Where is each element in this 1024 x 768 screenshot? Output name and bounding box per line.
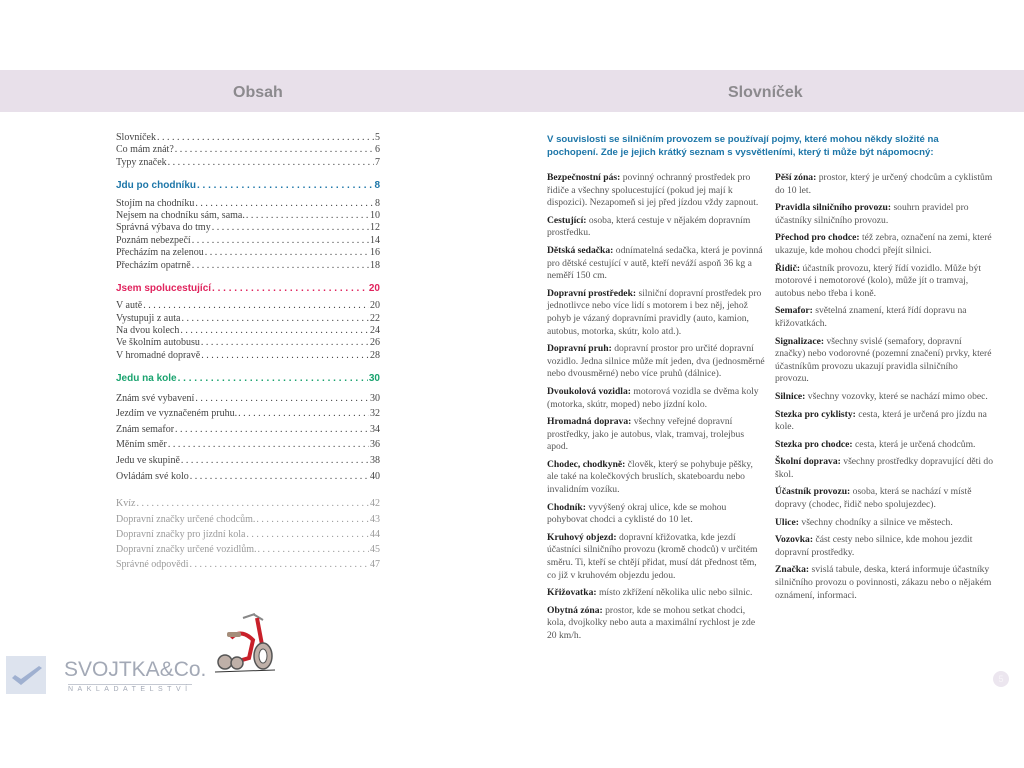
toc-section-page: 20: [368, 282, 380, 294]
toc-entry-page: 32: [370, 408, 380, 420]
toc-entry-page: 40: [370, 470, 380, 482]
toc-section-title: Jdu po chodníku: [116, 180, 196, 192]
toc-entry-page: 43: [370, 513, 380, 525]
toc-entry-page: 30: [370, 392, 380, 404]
glossary-entry: [775, 172, 993, 197]
toc-entry-label: Vystupuji z auta: [116, 312, 181, 324]
toc-entry: [116, 422, 380, 438]
toc-entry-page: 34: [370, 423, 380, 435]
toc-entry-label: Správná výbava do tmy: [116, 222, 211, 234]
glossary-term: Ulice:: [775, 516, 799, 528]
glossary-term: Účastník provozu:: [775, 486, 851, 498]
dot-leader: [258, 542, 369, 557]
glossary-definition: všechny prostředky dopravující děti do škol.: [775, 456, 993, 480]
glossary-definition: dopravní křižovatka, kde jezdí účastníci silničního provozu (kromě chodců) v určitém směru. Ti, kteří se chtějí přidat, musí dát přednost těm, co již v kruhovém objezdu jedou.: [547, 531, 758, 581]
glossary-entry: [547, 459, 765, 497]
toc-entry-page: 12: [370, 222, 380, 234]
glossary-term: Dopravní prostředek:: [547, 287, 637, 299]
dot-leader: [168, 437, 369, 453]
dot-leader: [180, 325, 369, 337]
toc-entry-page: 20: [370, 300, 380, 312]
dot-leader: [238, 406, 369, 422]
dot-leader: [212, 222, 369, 234]
glossary-definition: vyvýšený okraj ulice, kde se mohou pohybovat chodci a cyklisté do 10 let.: [547, 501, 727, 526]
page-title-contents: Obsah: [233, 84, 283, 101]
glossary-entry: [775, 486, 993, 511]
toc-entry: [116, 198, 380, 210]
toc-entry-page: 10: [370, 209, 380, 221]
glossary-definition: všechny veřejné dopravní prostředky, jako je autobus, vlak, tramvaj, trolejbus apod.: [547, 416, 745, 453]
toc-entry: [116, 469, 380, 485]
toc-entry-label: V autě: [116, 300, 143, 312]
toc-entry-page: 28: [370, 349, 380, 361]
glossary-term: Vozovka:: [775, 534, 814, 546]
dot-leader: [181, 313, 369, 325]
toc-section-title: Jsem spolucestující: [116, 282, 212, 294]
glossary-column-right: [775, 172, 993, 607]
toc-entry-label: Typy značek: [116, 156, 167, 168]
toc-entry-page: 26: [370, 337, 380, 349]
toc-entry-label: Správné odpovědi: [116, 559, 189, 571]
dot-leader: [212, 283, 368, 295]
glossary-definition: člověk, který se pohybuje pěšky, ale také na kolečkových bruslích, skateboardu nebo invalidním vozíku.: [547, 458, 753, 496]
dot-leader: [256, 512, 369, 527]
glossary-term: Hromadná doprava:: [547, 416, 632, 428]
glossary-entry: [547, 172, 765, 210]
toc-entry: [116, 132, 380, 144]
glossary-term: Cestující:: [547, 214, 587, 226]
glossary-definition: účastník provozu, který řídí vozidlo. Může být motorové i nemotorové (kolo), může jít o tramvaj, autobus nebo třeba i koně.: [775, 262, 981, 299]
glossary-term: Dětská sedačka:: [547, 244, 614, 256]
dot-leader: [246, 527, 369, 542]
toc-entry-label: Jezdím ve vyznačeném pruhu.: [116, 408, 238, 420]
toc-entry: [116, 542, 380, 557]
glossary-term: Kruhový objezd:: [547, 531, 617, 543]
glossary-term: Značka:: [775, 564, 810, 576]
glossary-entry: [775, 456, 993, 481]
toc-entry-label: Nejsem na chodníku sám, sama.: [116, 209, 245, 221]
toc-section-page: 30: [368, 373, 380, 385]
glossary-term: Přechod pro chodce:: [775, 232, 860, 244]
toc-entry-page: 42: [370, 498, 380, 510]
toc-entry-page: 5: [375, 132, 380, 143]
glossary-definition: též zebra, označení na zemi, které ukazuje, kde mohou chodci přejít silnici.: [775, 232, 992, 256]
dot-leader: [190, 469, 369, 485]
toc-entry-label: Jedu ve skupině: [116, 455, 180, 467]
glossary-definition: světelná znamení, která řídí dopravu na křižovatkách.: [775, 305, 967, 329]
dot-leader: [205, 247, 369, 259]
glossary-entry: [775, 439, 993, 452]
dot-leader: [195, 391, 369, 407]
toc-section-items: [116, 300, 380, 362]
toc-entry-label: V hromadné dopravě: [116, 349, 201, 361]
table-of-contents: [116, 132, 380, 573]
toc-entry-page: 16: [370, 247, 380, 259]
glossary-definition: místo zkřížení několika ulic nebo silnic.: [598, 587, 753, 599]
toc-entry-label: Stojím na chodníku: [116, 197, 195, 209]
toc-entry-label: Dopravní značky určené chodcům.: [116, 513, 256, 525]
toc-entry-label: Kvíz: [116, 498, 136, 510]
glossary-term: Semafor:: [775, 305, 813, 317]
page-title-glossary: Slovníček: [728, 84, 803, 101]
glossary-term: Signalizace:: [775, 335, 825, 347]
toc-entry-page: 44: [370, 528, 380, 540]
toc-entry-label: Na dvou kolech: [116, 325, 180, 337]
glossary-entry: [775, 534, 993, 559]
glossary-entry: [775, 336, 993, 386]
glossary-definition: část cesty nebo silnice, kde mohou jezdit dopravní prostředky.: [775, 534, 973, 558]
glossary-term: Stezka pro cyklisty:: [775, 408, 856, 420]
toc-entry-page: 24: [370, 325, 380, 337]
glossary-definition: osoba, která cestuje v nějakém dopravním prostředku.: [547, 214, 751, 239]
glossary-entry: [547, 288, 765, 338]
glossary-term: Chodník:: [547, 501, 586, 513]
glossary-definition: osoba, která se nachází v místě dopravy (chodec, řidič nebo spolujezdec).: [775, 486, 972, 511]
glossary-entry: [547, 245, 765, 283]
glossary-entry: [775, 202, 993, 227]
toc-entry: [116, 527, 380, 542]
dot-leader: [175, 422, 369, 438]
toc-entry-page: 22: [370, 312, 380, 324]
toc-appendix: [116, 496, 380, 572]
toc-entry: [116, 496, 380, 511]
dot-leader: [197, 180, 373, 192]
checkmark-logo-icon: [6, 656, 46, 694]
glossary-definition: prostor, který je určený chodcům a cyklistům do 10 let.: [775, 172, 993, 196]
dot-leader: [192, 260, 369, 272]
glossary-term: Pravidla silničního provozu:: [775, 202, 892, 214]
toc-entry-label: Poznám nebezpečí: [116, 234, 191, 246]
dot-leader: [201, 337, 369, 349]
glossary-definition: cesta, která je určená pro jízdu na kole.: [775, 408, 987, 433]
toc-entry-label: Znám semafor: [116, 423, 175, 435]
toc-entry-page: 47: [370, 559, 380, 571]
publisher-subtitle: NAKLADATELSTVÍ: [68, 686, 192, 693]
glossary-definition: odnímatelná sedačka, která je povinná pro dětské cestující v autě, kteří neváží aspoň 36 kg a neměří 150 cm.: [547, 244, 763, 282]
publisher-name: SVOJTKA&Co.: [64, 658, 207, 681]
toc-entry-label: Měním směr: [116, 439, 167, 451]
glossary-entry: [775, 564, 993, 602]
glossary-entry: [775, 409, 993, 434]
glossary-entry: [547, 532, 765, 582]
toc-entry: [116, 557, 380, 572]
glossary-definition: cesta, která je určená chodcům.: [855, 438, 976, 450]
toc-entry: [116, 313, 380, 325]
glossary-term: Řidič:: [775, 262, 801, 274]
dot-leader: [136, 496, 369, 511]
toc-entry: [116, 157, 380, 169]
dot-leader: [246, 210, 369, 222]
glossary-entry: [775, 232, 993, 257]
toc-entry: [116, 247, 380, 259]
glossary-term: Dopravní pruh:: [547, 343, 612, 355]
glossary-definition: souhrn pravidel pro účastníky silničního provozu.: [775, 202, 969, 226]
dot-leader: [192, 235, 369, 247]
toc-entry: [116, 512, 380, 527]
header-band: [0, 70, 1024, 112]
glossary-term: Pěší zóna:: [775, 172, 817, 183]
glossary-entry: [547, 416, 765, 454]
dot-leader: [157, 132, 374, 144]
tricycle-illustration: [213, 610, 279, 678]
toc-entry-label: Dopravní značky určené vozidlům.: [116, 544, 257, 556]
toc-section-page: 8: [374, 180, 380, 192]
toc-entry: [116, 325, 380, 337]
glossary-intro: V souvislosti se silničním provozem se používají pojmy, které mohou někdy složité na pochopení. Zde je jejich krátký seznam s vysvětleními, který ti může být nápomocný:: [547, 134, 939, 158]
toc-entry-page: 6: [375, 144, 380, 156]
dot-leader: [143, 300, 369, 312]
toc-entry-label: Ovládám své kolo: [116, 470, 189, 482]
toc-entry-page: 7: [375, 156, 380, 168]
toc-section-heading: [116, 180, 380, 192]
toc-entry-page: 45: [370, 544, 380, 556]
glossary-term: Silnice:: [775, 390, 806, 402]
glossary-definition: povinný ochranný prostředek pro řidiče a všechny spolucestující (pokud jej mají k dispozici). Nezapomeň si jej před jízdou vždy zapnout.: [547, 172, 759, 209]
glossary-definition: svislá tabule, deska, která informuje účastníky silničního provozu o povinnosti, zákazu nebo o nějakém oznámení, informaci.: [775, 564, 992, 601]
dot-leader: [175, 144, 374, 156]
glossary-term: Stezka pro chodce:: [775, 438, 853, 450]
glossary-entry: [547, 587, 765, 600]
toc-entry: [116, 453, 380, 469]
toc-group-intro: [116, 132, 380, 169]
glossary-term: Bezpečnostní pás:: [547, 172, 621, 183]
glossary-entry: [775, 305, 993, 330]
toc-entry-page: 18: [370, 259, 380, 271]
toc-entry: [116, 260, 380, 272]
glossary-term: Dvoukolová vozidla:: [547, 385, 631, 397]
toc-entry-page: 38: [370, 455, 380, 467]
toc-entry-label: Přecházím opatrně: [116, 259, 191, 271]
glossary-definition: dopravní prostor pro určité dopravní vozidlo. Jedna silnice může mít jeden, dva (jednosměrné nebo dvousměrné) nebo více pruhů (dálnice).: [547, 343, 765, 380]
glossary-entry: [547, 605, 765, 643]
glossary-term: Obytná zóna:: [547, 604, 603, 616]
toc-entry-page: 14: [370, 234, 380, 246]
toc-entry-page: 36: [370, 439, 380, 451]
toc-entry: [116, 406, 380, 422]
toc-section-items: [116, 198, 380, 272]
glossary-definition: prostor, kde se mohou setkat chodci, kola, dvojkolky nebo auta a maximální rychlost je zde 20 km/h.: [547, 604, 756, 641]
toc-entry-label: Dopravní značky pro jízdní kola: [116, 528, 246, 540]
toc-entry-label: Znám své vybavení: [116, 392, 195, 404]
toc-entry-label: Co mám znát?: [116, 144, 174, 156]
publisher-logo: [6, 656, 207, 696]
glossary-entry: [775, 263, 993, 301]
glossary-definition: všechny vozovky, které se nachází mimo obec.: [807, 390, 988, 402]
toc-section-heading: [116, 373, 380, 385]
toc-entry: [116, 437, 380, 453]
glossary-entry: [547, 386, 765, 411]
toc-section-items: [116, 391, 380, 485]
toc-entry-label: Přecházím na zelenou: [116, 247, 204, 259]
page-number: 5: [993, 671, 1009, 687]
glossary-definition: všechny chodníky a silnice ve městech.: [801, 516, 953, 528]
toc-entry-page: 8: [375, 197, 380, 209]
dot-leader: [190, 557, 370, 572]
dot-leader: [201, 350, 369, 362]
dot-leader: [181, 453, 369, 469]
glossary-column-left: [547, 172, 765, 648]
glossary-definition: silniční dopravní prostředek pro jednotlivce nebo více lidí s motorem i bez něj, jehož pohyb je vázaný dopravními pravidly (auto, kamion, autobus, motorka, skútr, kolo atd.).: [547, 287, 762, 337]
glossary-definition: motorová vozidla se dvěma koly (motorka, skútr, moped) nebo jízdní kolo.: [547, 385, 759, 410]
toc-entry-label: Slovníček: [116, 132, 156, 143]
glossary-definition: všechny svislé (semafory, dopravní značky) nebo vodorovné (pozemní značení) prvky, které účastníkům provozu ukazují pravidla silničního provozu.: [775, 335, 992, 385]
dot-leader: [178, 373, 368, 385]
glossary-term: Křižovatka:: [547, 587, 597, 599]
toc-entry: [116, 222, 380, 234]
glossary-term: Školní doprava:: [775, 456, 841, 468]
toc-section-heading: [116, 283, 380, 295]
toc-entry: [116, 210, 380, 222]
glossary-term: Chodec, chodkyně:: [547, 458, 626, 470]
toc-entry: [116, 337, 380, 349]
dot-leader: [195, 198, 374, 210]
toc-section-title: Jedu na kole: [116, 373, 177, 385]
toc-entry: [116, 350, 380, 362]
glossary-entry: [547, 502, 765, 527]
dot-leader: [168, 157, 374, 169]
glossary-entry: [775, 391, 993, 404]
toc-entry-label: Ve školním autobusu: [116, 337, 200, 349]
glossary-entry: [547, 343, 765, 381]
glossary-entry: [775, 517, 993, 530]
toc-entry: [116, 300, 380, 312]
toc-entry: [116, 235, 380, 247]
glossary-entry: [547, 215, 765, 240]
toc-entry: [116, 391, 380, 407]
toc-entry: [116, 144, 380, 156]
